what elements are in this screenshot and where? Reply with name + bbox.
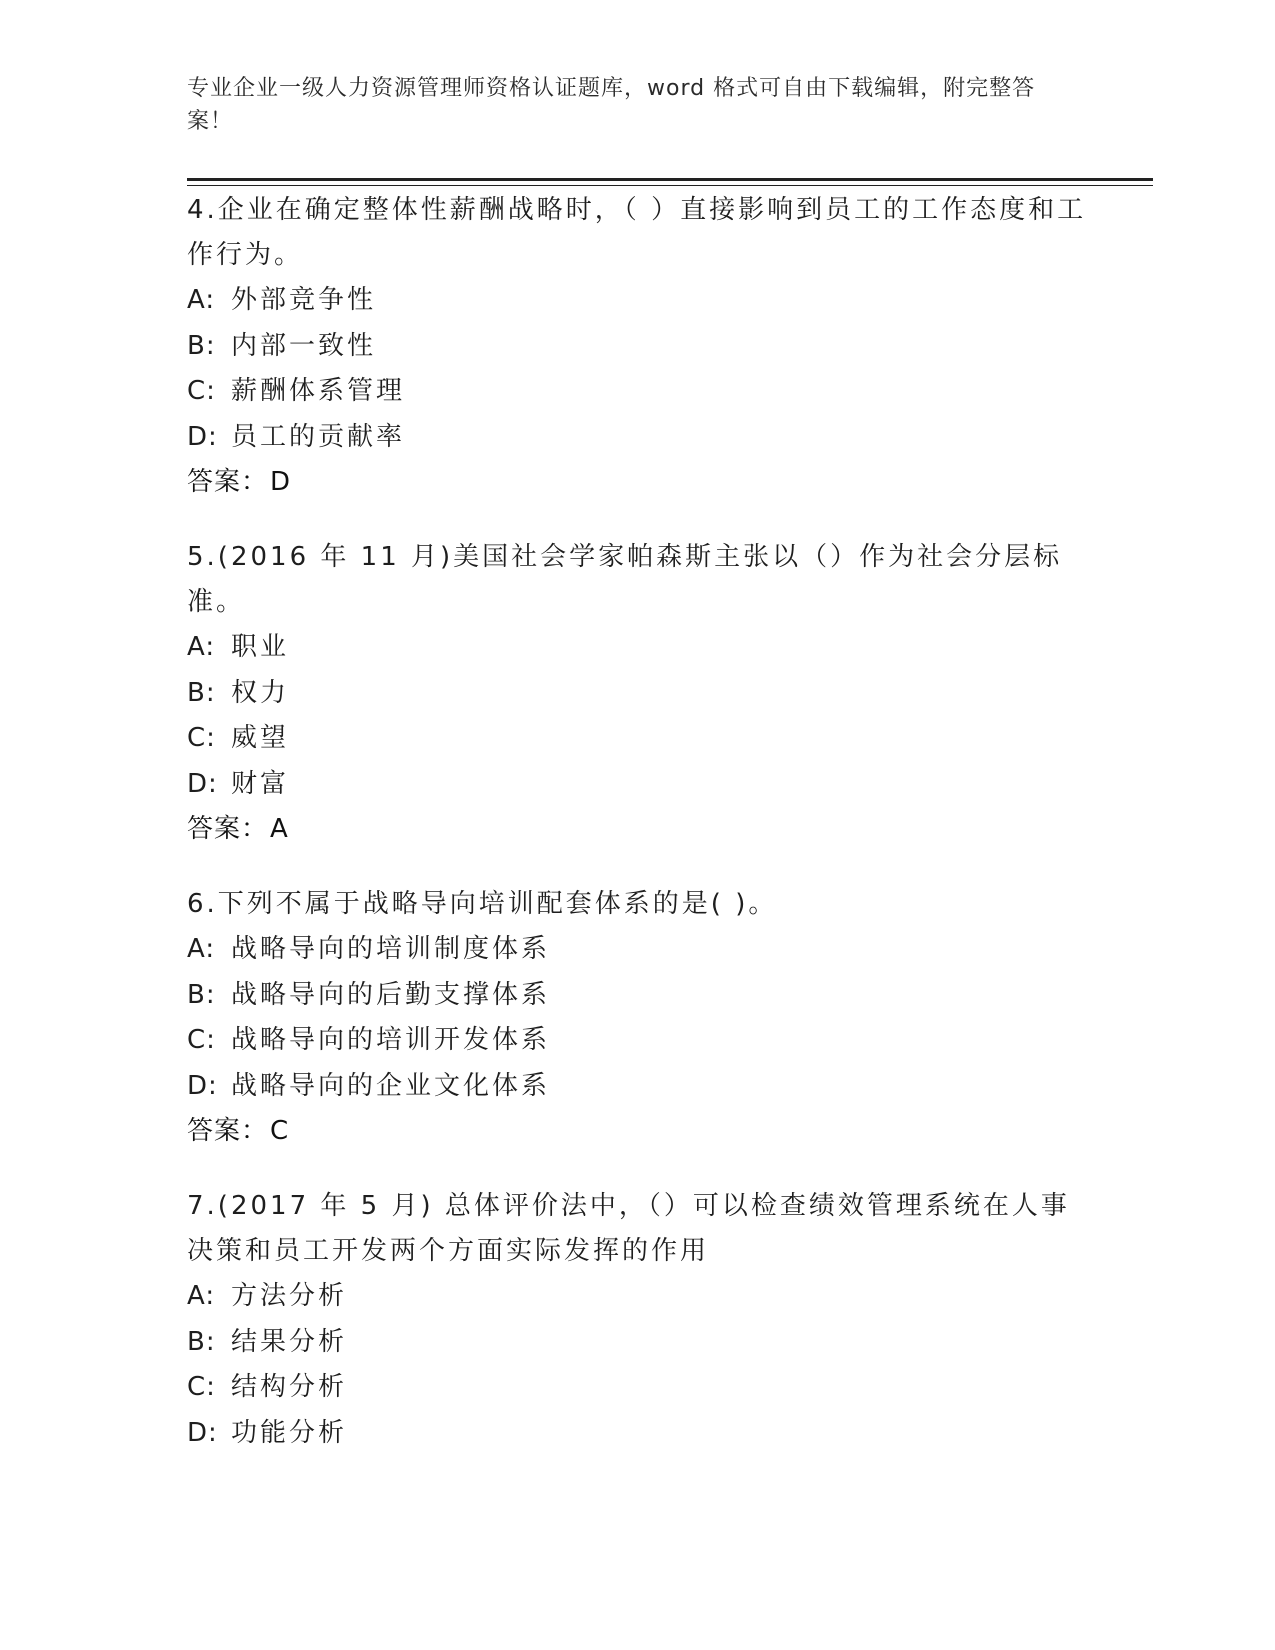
option-b xyxy=(187,324,1087,370)
question-5 xyxy=(187,535,1087,852)
option-text: 战略导向的企业文化体系 xyxy=(231,1070,551,1101)
option-c xyxy=(187,1365,1087,1411)
answer-line xyxy=(187,807,1087,852)
option-text: 薪酬体系管理 xyxy=(231,376,406,406)
option-text: 外部竞争性 xyxy=(231,285,377,315)
answer-line xyxy=(187,1109,1087,1154)
option-letter: D: xyxy=(187,1070,218,1101)
option-text: 职业 xyxy=(231,632,290,662)
option-text: 战略导向的培训开发体系 xyxy=(231,1025,551,1055)
option-c xyxy=(187,716,1087,762)
option-c xyxy=(187,1018,1087,1064)
question-text: 6.下列不属于战略导向培训配套体系的是( )。 xyxy=(187,889,778,919)
option-a xyxy=(187,927,1087,973)
option-text: 内部一致性 xyxy=(231,330,377,361)
question-text: 4.企业在确定整体性薪酬战略时，（ ）直接影响到员工的工作态度和工作行为。 xyxy=(187,195,1087,270)
page-header: 专业企业一级人力资源管理师资格认证题库，word 格式可自由下载编辑，附完整答案！ xyxy=(187,76,1036,134)
question-7 xyxy=(187,1184,1087,1456)
option-d xyxy=(187,415,1087,461)
option-letter: D: xyxy=(187,768,218,799)
option-letter: B: xyxy=(187,677,216,708)
option-d xyxy=(187,1411,1087,1457)
question-6 xyxy=(187,882,1087,1154)
option-text: 权力 xyxy=(231,677,290,708)
option-letter: A: xyxy=(187,285,216,315)
option-text: 结构分析 xyxy=(231,1372,348,1402)
answer-value: A xyxy=(270,814,289,844)
question-text: 7.(2017 年 5 月) 总体评价法中，（）可以检查绩效管理系统在人事决策和员工开发两个方面实际发挥的作用 xyxy=(187,1191,1070,1266)
option-letter: A: xyxy=(187,934,216,964)
option-text: 战略导向的后勤支撑体系 xyxy=(231,979,551,1010)
option-letter: C: xyxy=(187,723,216,753)
option-text: 战略导向的培训制度体系 xyxy=(231,934,551,964)
option-letter: B: xyxy=(187,1326,216,1357)
option-a xyxy=(187,625,1087,671)
option-text: 财富 xyxy=(231,768,290,799)
answer-line xyxy=(187,460,1087,505)
option-d xyxy=(187,1064,1087,1110)
answer-label: 答案： xyxy=(187,467,269,497)
option-d xyxy=(187,762,1087,808)
header-divider-thin xyxy=(187,185,1153,186)
option-text: 方法分析 xyxy=(231,1281,348,1311)
option-letter: D: xyxy=(187,421,218,452)
answer-label: 答案： xyxy=(187,1116,269,1146)
option-text: 功能分析 xyxy=(231,1417,348,1448)
option-letter: A: xyxy=(187,1281,216,1311)
option-b xyxy=(187,1320,1087,1366)
option-text: 威望 xyxy=(231,723,290,753)
option-b xyxy=(187,671,1087,717)
option-letter: C: xyxy=(187,376,216,406)
answer-value: D xyxy=(270,467,292,497)
header-divider-thick xyxy=(187,178,1153,181)
option-b xyxy=(187,973,1087,1019)
answer-value: C xyxy=(270,1116,290,1146)
option-letter: A: xyxy=(187,632,216,662)
option-a xyxy=(187,1274,1087,1320)
option-letter: C: xyxy=(187,1372,216,1402)
option-a xyxy=(187,278,1087,324)
option-text: 员工的贡献率 xyxy=(231,421,406,452)
option-letter: D: xyxy=(187,1417,218,1448)
option-text: 结果分析 xyxy=(231,1326,348,1357)
option-c xyxy=(187,369,1087,415)
answer-label: 答案： xyxy=(187,814,269,844)
question-4 xyxy=(187,188,1087,505)
option-letter: B: xyxy=(187,979,216,1010)
option-letter: C: xyxy=(187,1025,216,1055)
question-list xyxy=(187,188,1087,1486)
question-text: 5.(2016 年 11 月)美国社会学家帕森斯主张以（）作为社会分层标准。 xyxy=(187,542,1063,617)
option-letter: B: xyxy=(187,330,216,361)
